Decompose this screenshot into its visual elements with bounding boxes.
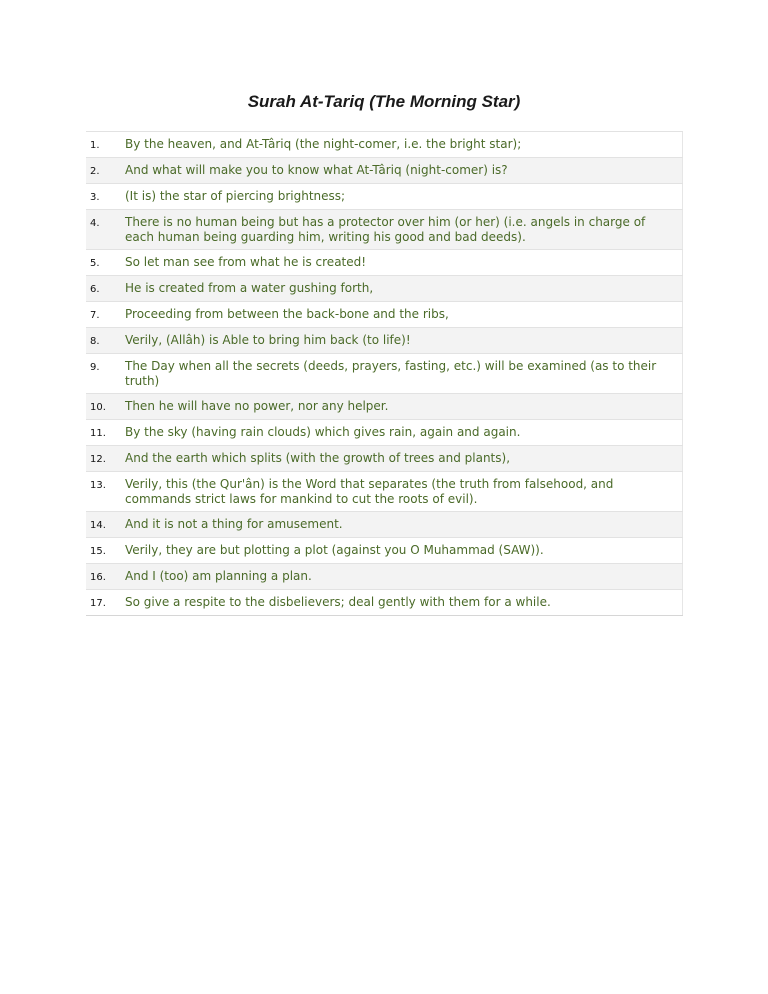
verse-number: 13. — [86, 472, 121, 512]
verse-number: 6. — [86, 276, 121, 302]
verse-row — [86, 302, 683, 328]
verse-text: Verily, (Allâh) is Able to bring him back (to life)! — [121, 328, 683, 354]
verse-row — [86, 564, 683, 590]
verse-number: 1. — [86, 132, 121, 158]
verse-text: By the sky (having rain clouds) which gives rain, again and again. — [121, 420, 683, 446]
verse-text: So let man see from what he is created! — [121, 250, 683, 276]
verses-table — [86, 131, 683, 616]
verse-number: 14. — [86, 512, 121, 538]
verse-row — [86, 276, 683, 302]
verse-text: Verily, they are but plotting a plot (against you O Muhammad (SAW)). — [121, 538, 683, 564]
verse-number: 3. — [86, 184, 121, 210]
verse-number: 10. — [86, 394, 121, 420]
verse-row — [86, 184, 683, 210]
verse-number: 7. — [86, 302, 121, 328]
verse-text: And it is not a thing for amusement. — [121, 512, 683, 538]
verse-row — [86, 394, 683, 420]
verse-row — [86, 328, 683, 354]
verse-text: Verily, this (the Qur'ân) is the Word that separates (the truth from falsehood, and commands strict laws for mankind to cut the roots of evil). — [121, 472, 683, 512]
verse-row — [86, 158, 683, 184]
verse-number: 9. — [86, 354, 121, 394]
verse-row — [86, 420, 683, 446]
verse-number: 12. — [86, 446, 121, 472]
verse-text: And the earth which splits (with the growth of trees and plants), — [121, 446, 683, 472]
verse-row — [86, 472, 683, 512]
verse-number: 17. — [86, 590, 121, 616]
verse-text: And I (too) am planning a plan. — [121, 564, 683, 590]
verse-text: (It is) the star of piercing brightness; — [121, 184, 683, 210]
verses-table-body — [86, 132, 683, 616]
verse-text: And what will make you to know what At-Târiq (night-comer) is? — [121, 158, 683, 184]
verse-row — [86, 446, 683, 472]
verse-text: Proceeding from between the back-bone and the ribs, — [121, 302, 683, 328]
verse-row — [86, 132, 683, 158]
verse-text: So give a respite to the disbelievers; deal gently with them for a while. — [121, 590, 683, 616]
verse-number: 16. — [86, 564, 121, 590]
verse-text: He is created from a water gushing forth, — [121, 276, 683, 302]
verse-text: By the heaven, and At-Târiq (the night-comer, i.e. the bright star); — [121, 132, 683, 158]
verse-number: 11. — [86, 420, 121, 446]
verse-row — [86, 590, 683, 616]
verse-number: 4. — [86, 210, 121, 250]
verse-row — [86, 354, 683, 394]
verse-text: The Day when all the secrets (deeds, prayers, fasting, etc.) will be examined (as to their truth) — [121, 354, 683, 394]
verse-number: 15. — [86, 538, 121, 564]
verse-text: There is no human being but has a protector over him (or her) (i.e. angels in charge of each human being guarding him, writing his good and bad deeds). — [121, 210, 683, 250]
verse-number: 5. — [86, 250, 121, 276]
verse-row — [86, 538, 683, 564]
verse-text: Then he will have no power, nor any helper. — [121, 394, 683, 420]
page-title: Surah At-Tariq (The Morning Star) — [247, 92, 521, 111]
verse-number: 8. — [86, 328, 121, 354]
verse-number: 2. — [86, 158, 121, 184]
verse-row — [86, 250, 683, 276]
verse-row — [86, 512, 683, 538]
verse-row — [86, 210, 683, 250]
